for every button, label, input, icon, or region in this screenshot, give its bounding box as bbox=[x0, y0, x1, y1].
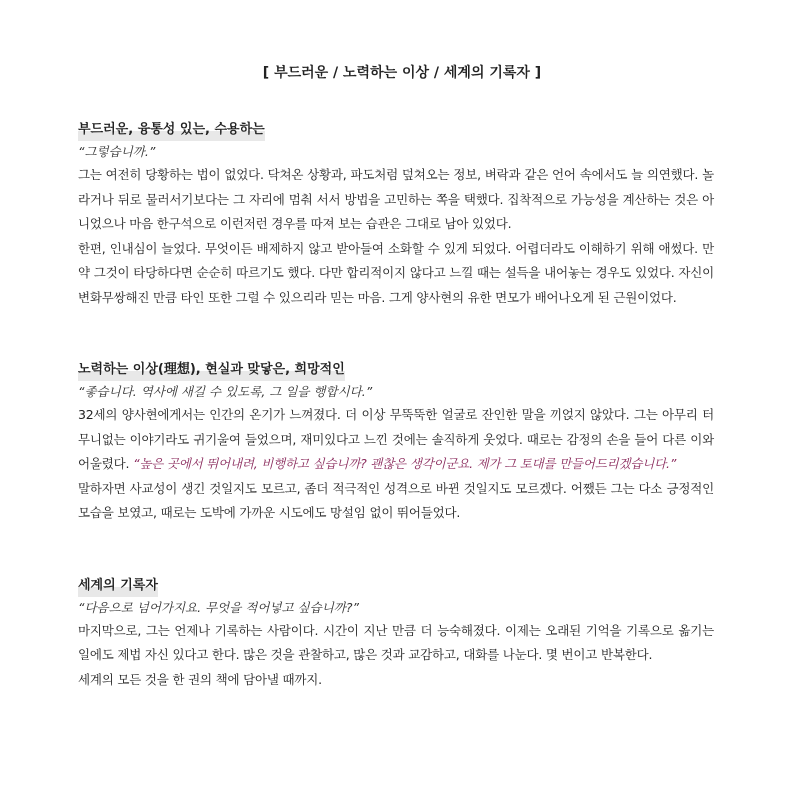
highlighted-quote: “높은 곳에서 뛰어내려, 비행하고 싶습니까? 괜찮은 생각이군요. 제가 그 토대를 만들어드리겠습니다.” bbox=[133, 456, 677, 471]
section-heading: 세계의 기록자 bbox=[78, 575, 158, 597]
section-heading: 노력하는 이상(理想), 현실과 맞닿은, 희망적인 bbox=[78, 359, 345, 381]
document-title: [ 부드러운 / 노력하는 이상 / 세계의 기록자 ] bbox=[262, 65, 542, 81]
section-quote: “좋습니다. 역사에 새길 수 있도록, 그 일을 행합시다.” bbox=[78, 384, 373, 399]
section-gentle bbox=[78, 118, 714, 310]
section-heading: 부드러운, 융통성 있는, 수용하는 bbox=[78, 119, 265, 141]
section-paragraph: 말하자면 사교성이 생긴 것일지도 모르고, 좀더 적극적인 성격으로 바뀐 것일지도 모르겠다. 어쨌든 그는 다소 긍정적인 모습을 보였고, 때로는 도박에 가까운 시도에도 망설임 없이 뛰어들었다. bbox=[78, 480, 714, 520]
section-paragraph: 마지막으로, 그는 언제나 기록하는 사람이다. 시간이 지난 만큼 더 능숙해졌다. 이제는 오래된 기억을 기록으로 옮기는 일에도 제법 자신 있다고 한다. 많은 것을 관찰하고, 많은 것과 교감하고, 대화를 나눈다. 몇 번이고 반복한다. bbox=[78, 622, 714, 662]
section-quote: “다음으로 넘어가지요. 무엇을 적어넣고 싶습니까?” bbox=[78, 599, 359, 615]
section-paragraph: 세계의 모든 것을 한 권의 책에 담아낼 때까지. bbox=[78, 671, 322, 687]
section-quote: “그렇습니까.” bbox=[78, 144, 156, 159]
section-ideal bbox=[78, 358, 714, 526]
paragraph-text: 32세의 양사현에게서는 인간의 온기가 느껴졌다. 더 이상 무뚝뚝한 얼굴로 잔인한 말을 끼얹지 않았다. 그는 아무리 터무니없는 이야기라도 귀기울여 들었으며, 재미있다고 느낀 것에는 솔직하게 웃었다. 때로는 감정의 손을 들어 다른 이와 어울렸다. bbox=[78, 407, 714, 471]
section-paragraph: 한편, 인내심이 늘었다. 무엇이든 배제하지 않고 받아들여 소화할 수 있게 되었다. 어렵더라도 이해하기 위해 애썼다. 만약 그것이 타당하다면 순순히 따르기도 했다. 다만 합리적이지 않다고 느낄 때는 설득을 내어놓는 경우도 있었다. 자신이 변화무쌍해진 만큼 타인 또한 그럴 수 있으리라 믿는 마음. 그게 양사현의 유한 면모가 배어나오게 된 근원이었다. bbox=[78, 240, 714, 305]
section-recorder bbox=[78, 574, 714, 693]
section-paragraph: 그는 여전히 당황하는 법이 없었다. 닥쳐온 상황과, 파도처럼 덮쳐오는 정보, 벼락과 같은 언어 속에서도 늘 의연했다. 놀라거나 뒤로 물러서기보다는 그 자리에 멈춰 서서 방법을 고민하는 쪽을 택했다. 집착적으로 가능성을 계산하는 것은 아니었으나 마음 한구석으로 이런저런 경우를 따져 보는 습관은 그대로 남아 있었다. bbox=[78, 167, 714, 231]
section-paragraph bbox=[78, 403, 714, 477]
